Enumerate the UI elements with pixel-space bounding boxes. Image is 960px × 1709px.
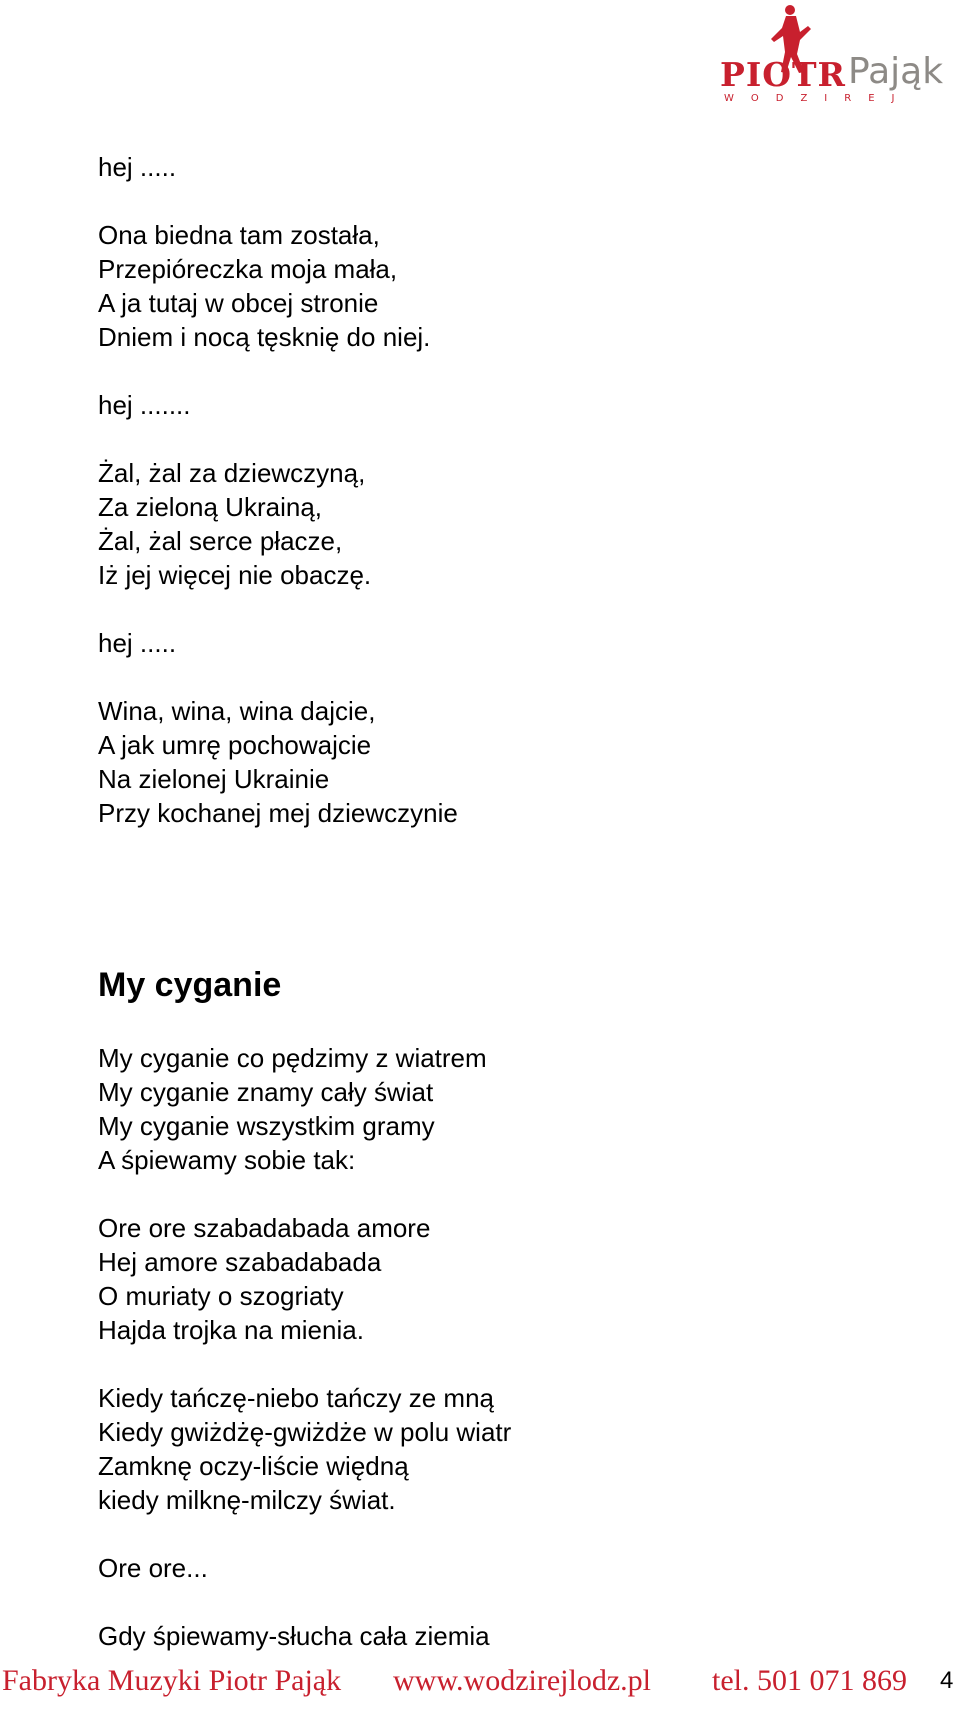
- logo-tagline: WODZIREJ: [724, 93, 912, 104]
- footer-website: www.wodzirejlodz.pl: [393, 1664, 651, 1697]
- lyric-line: My cyganie wszystkim gramy: [98, 1111, 435, 1141]
- footer-phone: tel. 501 071 869: [712, 1664, 907, 1697]
- footer-company: Fabryka Muzyki Piotr Pająk: [2, 1664, 342, 1697]
- lyric-line: Kiedy tańczę-niebo tańczy ze mną: [98, 1383, 494, 1413]
- lyric-line: Żal, żal serce płacze,: [98, 526, 343, 556]
- lyric-line: Iż jej więcej nie obaczę.: [98, 560, 372, 590]
- page-number: 4: [940, 1667, 954, 1694]
- lyric-line: Hajda trojka na mienia.: [98, 1315, 364, 1345]
- lyric-line: Ore ore szabadabada amore: [98, 1213, 431, 1243]
- lyric-line: Gdy śpiewamy-słucha cała ziemia: [98, 1621, 490, 1651]
- lyric-line: Żal, żal za dziewczyną,: [98, 458, 366, 488]
- lyric-line: Na zielonej Ukrainie: [98, 764, 330, 794]
- lyric-line: Wina, wina, wina dajcie,: [98, 696, 376, 726]
- lyric-line: hej .....: [98, 628, 177, 658]
- lyric-line: hej .......: [98, 390, 191, 420]
- stanza: [98, 1551, 511, 1585]
- lyrics-content: [98, 150, 511, 1687]
- lyric-line: hej .....: [98, 152, 177, 182]
- stanza: [98, 626, 511, 660]
- lyric-line: O muriaty o szogriaty: [98, 1281, 344, 1311]
- lyric-line: Kiedy gwiżdżę-gwiżdże w polu wiatr: [98, 1417, 512, 1447]
- lyric-line: Dniem i nocą tęsknię do niej.: [98, 322, 431, 352]
- lyric-line: Zamknę oczy-liście więdną: [98, 1451, 409, 1481]
- lyric-line: Hej amore szabadabada: [98, 1247, 382, 1277]
- lyric-line: My cyganie co pędzimy z wiatrem: [98, 1043, 487, 1073]
- stanza: [98, 388, 511, 422]
- lyric-line: A śpiewamy sobie tak:: [98, 1145, 356, 1175]
- logo-last-name: Pająk: [848, 51, 944, 92]
- stanza: [98, 1381, 511, 1517]
- logo-first-name: PIOTR: [720, 55, 846, 94]
- stanza: [98, 1041, 511, 1177]
- lyric-line: A jak umrę pochowajcie: [98, 730, 372, 760]
- stanza: [98, 1619, 511, 1653]
- lyric-line: A ja tutaj w obcej stronie: [98, 288, 379, 318]
- brand-logo: [718, 2, 956, 112]
- lyric-line: Ore ore...: [98, 1553, 208, 1583]
- stanza: [98, 150, 511, 184]
- page-footer: [0, 1666, 960, 1706]
- song-title: My cyganie: [98, 966, 282, 1004]
- stanza: [98, 1211, 511, 1347]
- lyrics-current-song: [98, 1041, 511, 1653]
- lyric-line: kiedy milknę-milczy świat.: [98, 1485, 396, 1515]
- lyric-line: Za zieloną Ukrainą,: [98, 492, 322, 522]
- stanza: [98, 694, 511, 830]
- stanza: [98, 218, 511, 354]
- lyric-line: My cyganie znamy cały świat: [98, 1077, 434, 1107]
- lyric-line: Przy kochanej mej dziewczynie: [98, 798, 458, 828]
- lyric-line: Ona biedna tam została,: [98, 220, 380, 250]
- lyrics-previous-song: [98, 150, 511, 830]
- stanza: [98, 456, 511, 592]
- lyric-line: Przepióreczka moja mała,: [98, 254, 398, 284]
